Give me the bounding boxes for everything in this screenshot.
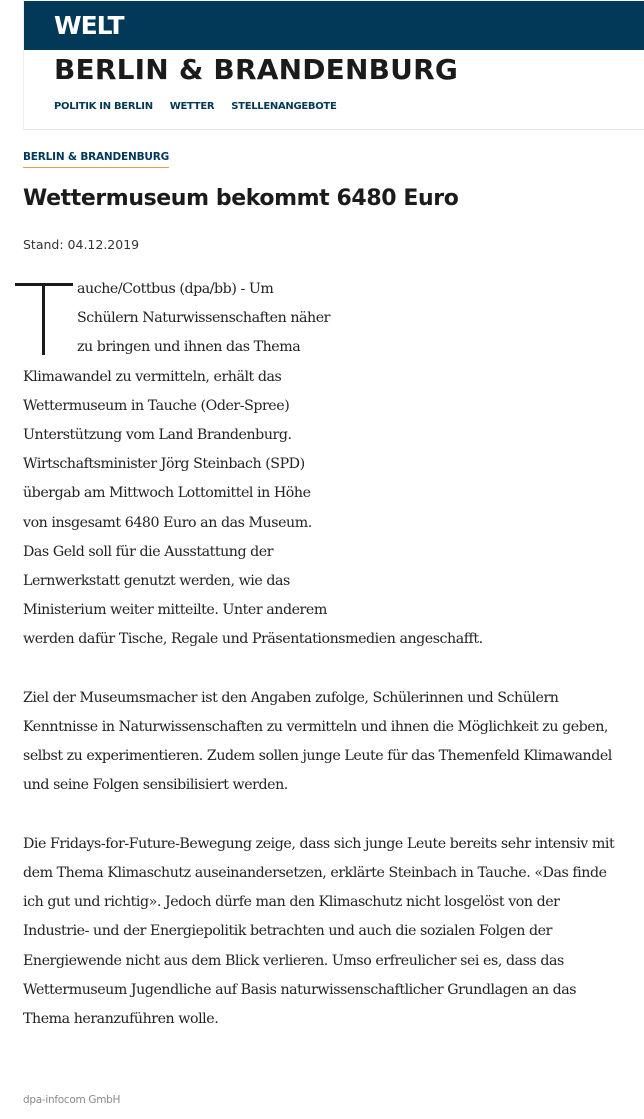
article-paragraph: auche/Cottbus (dpa/bb) - Um Schülern Naturwissenschaften näher zu bringen und ihnen das Thema Klimawandel zu vermitteln, erhält das Wettermuseum in Tauche (Oder-Spree) Unterstützung vom Land Brandenburg. Wirtschaftsminister Jörg Steinbach (SPD) übergab am Mittwoch Lottomittel in Höhe von insgesamt 6480 Euro an das Museum. Das Geld soll für die Ausstattung der Lernwerkstatt genutzt werden, wie das Ministerium weiter mitteilte. Unter anderem werden dafür Tische, Regale und Präsentationsmedien angeschafft.	[23, 275, 623, 655]
category-link[interactable]: BERLIN & BRANDENBURG	[23, 150, 169, 168]
welt-logo[interactable]: WELT	[54, 11, 124, 40]
article-date: Stand: 04.12.2019	[23, 237, 140, 252]
float-spacer	[333, 275, 623, 621]
nav-item-wetter[interactable]: WETTER	[169, 101, 215, 112]
article-paragraph: Ziel der Museumsmacher ist den Angaben zufolge, Schülerinnen und Schülern Kenntnisse in Naturwissenschaften zu vermitteln und ihnen die Möglichkeit zu geben, selbst zu experimentieren. Zudem sollen junge Leute für das Themenfeld Klimawandel und seine Folgen sensibilisiert werden.	[23, 689, 612, 794]
article-paragraph: Die Fridays-for-Future-Bewegung zeige, dass sich junge Leute bereits sehr intensiv mit dem Thema Klimaschutz auseinandersetzen, erklärte Steinbach in Tauche. «Das finde ich gut und richtig». Jedoch dürfe man den Klimaschutz nicht losgelöst von der Industrie- und der Energiepolitik betrachten und auch die sozialen Folgen der Energiewende nicht aus dem Blick verlieren. Umso erfreulicher sei es, dass das Wettermuseum Jugendliche auf Basis naturwissenschaftlicher Grundlagen an das Thema heranzuführen wolle.	[23, 835, 615, 1028]
drop-cap	[15, 275, 77, 361]
article-body	[23, 275, 623, 1063]
section-nav	[54, 100, 337, 114]
top-bar	[24, 1, 644, 50]
nav-item-politik-in-berlin[interactable]: POLITIK IN BERLIN	[54, 101, 153, 112]
article-source: dpa-infocom GmbH	[23, 1094, 121, 1106]
article-headline: Wettermuseum bekommt 6480 Euro	[23, 186, 459, 211]
site-header	[23, 0, 644, 130]
section-title[interactable]: BERLIN & BRANDENBURG	[54, 53, 459, 86]
nav-item-stellenangebote[interactable]: STELLENANGEBOTE	[231, 101, 337, 112]
